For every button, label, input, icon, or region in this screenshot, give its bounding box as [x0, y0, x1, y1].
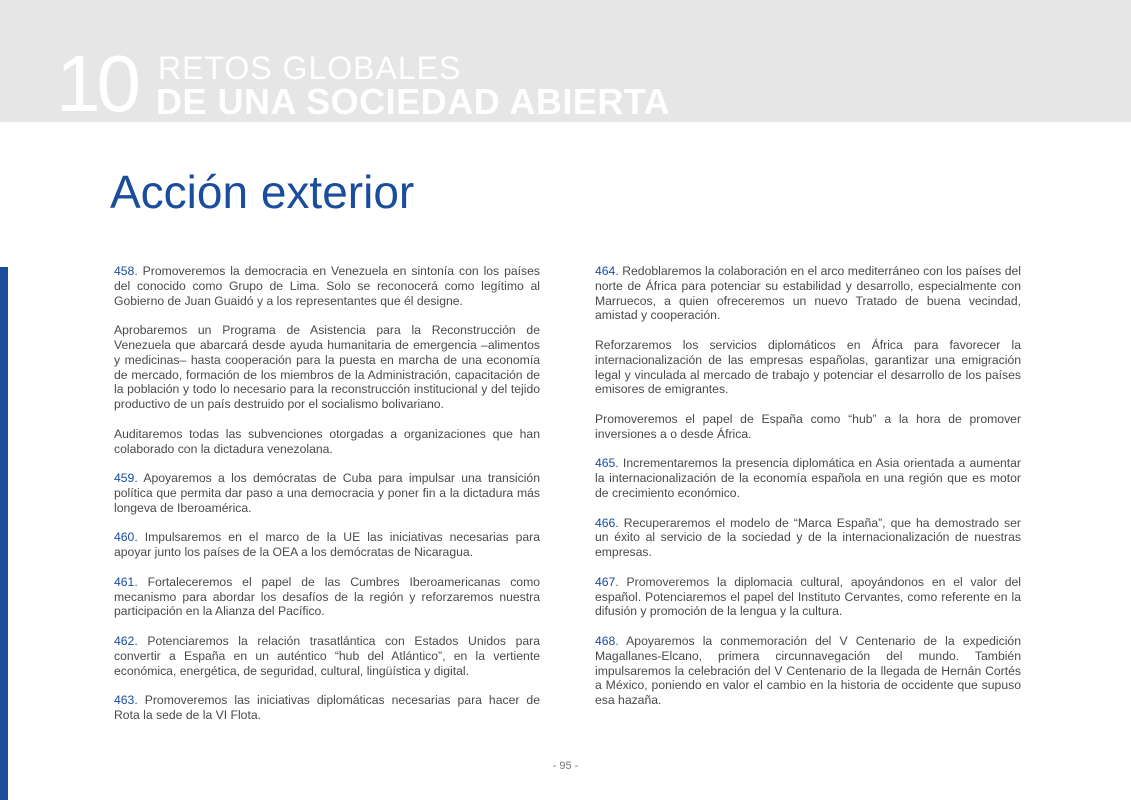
- header-banner: [0, 0, 1131, 122]
- item-number: 463.: [114, 693, 138, 708]
- item-number: 459.: [114, 471, 138, 486]
- paragraph: [595, 264, 1021, 323]
- paragraph-text: Aprobaremos un Programa de Asistencia para la Reconstrucción de Venezuela que abarcará desde ayuda humanitaria de emergencia –alimentos y medicinas– hasta cooperación para la puesta en marcha de una economía de mercado, formación de los miembros de la Administración, capacitación de la población y todo lo necesario para la reconstrucción institucional y del tejido productivo de un país destruido por el socialismo bolivariano.: [114, 323, 540, 412]
- item-number: 461.: [114, 574, 138, 589]
- paragraph: [595, 575, 1021, 619]
- paragraph-text: Redoblaremos la colaboración en el arco mediterráneo con los países del norte de África para potenciar su estabilidad y desarrollo, especialmente con Marruecos, a quien ofreceremos un nuevo Tratado de buena vecindad, amistad y cooperación.: [595, 264, 1021, 323]
- paragraph: [595, 456, 1021, 500]
- paragraph-text: Apoyaremos a los demócratas de Cuba para impulsar una transición política que permita dar paso a una democracia y poner fin a la dictadura más longeva de Iberoamérica.: [114, 471, 540, 515]
- paragraph-text: Recuperaremos el modelo de “Marca España”, que ha demostrado ser un éxito al servicio de la sociedad y de la internacionalización de nuestras empresas.: [595, 515, 1021, 560]
- left-column: [114, 264, 540, 738]
- paragraph: [114, 427, 540, 457]
- banner-title-line2: DE UNA SOCIEDAD ABIERTA: [156, 81, 671, 122]
- paragraph: [114, 323, 540, 412]
- item-number: 462.: [114, 633, 138, 648]
- paragraph: [114, 264, 540, 308]
- paragraph-text: Potenciaremos la relación trasatlántica con Estados Unidos para convertir a España en un auténtico “hub del Atlántico”, en la vertiente económica, energética, de seguridad, cultural, lingüística y digital.: [114, 633, 540, 678]
- right-column: [595, 264, 1021, 723]
- paragraph: [114, 575, 540, 619]
- item-number: 458.: [114, 264, 138, 278]
- paragraph: [114, 693, 540, 723]
- paragraph-text: Reforzaremos los servicios diplomáticos en África para favorecer la internacionalización de las empresas españolas, garantizar una emigración legal y vinculada al mercado de trabajo y potenciar el desarrollo de los países emisores de emigrantes.: [595, 337, 1021, 397]
- item-number: 460.: [114, 530, 138, 545]
- item-number: 466.: [595, 515, 619, 530]
- paragraph: [595, 634, 1021, 708]
- paragraph-text: Incrementaremos la presencia diplomática en Asia orientada a aumentar la internacionalización de la economía española en una región que es motor de crecimiento económico.: [595, 456, 1021, 500]
- paragraph-text: Promoveremos la diplomacia cultural, apoyándonos en el valor del español. Potenciaremos el papel del Instituto Cervantes, como referente en la difusión y promoción de la lengua y la cultura.: [595, 574, 1021, 619]
- item-number: 464.: [595, 264, 619, 278]
- side-accent-bar: [0, 267, 8, 800]
- paragraph-text: Promoveremos la democracia en Venezuela en sintonía con los países del conocido como Grupo de Lima. Solo se reconocerá como legítimo al Gobierno de Juan Guaidó y a los representantes que él designe.: [114, 264, 540, 308]
- page-number: - 95 -: [552, 760, 579, 772]
- paragraph: [114, 471, 540, 515]
- paragraph: [114, 530, 540, 560]
- paragraph-text: Promoveremos el papel de España como “hub” a la hora de promover inversiones a o desde África.: [595, 411, 1021, 441]
- paragraph-text: Impulsaremos en el marco de la UE las iniciativas necesarias para apoyar junto los países de la OEA a los demócratas de Nicaragua.: [114, 530, 540, 560]
- paragraph-text: Fortaleceremos el papel de las Cumbres Iberoamericanas como mecanismo para abordar los desafíos de la región y reforzaremos nuestra participación en la Alianza del Pacífico.: [114, 574, 540, 619]
- item-number: 467.: [595, 574, 619, 589]
- banner-title-line1: RETOS GLOBALES: [158, 50, 462, 86]
- paragraph: [595, 516, 1021, 560]
- section-title: Acción exterior: [110, 166, 415, 218]
- paragraph: [114, 634, 540, 678]
- paragraph: [595, 338, 1021, 397]
- paragraph: [595, 412, 1021, 442]
- banner-number: 10: [56, 39, 137, 122]
- paragraph-text: Apoyaremos la conmemoración del V Centenario de la expedición Magallanes-Elcano, primera circunnavegación del mundo. También impulsaremos la celebración del V Centenario de la llegada de Hernán Cortés a México, poniendo en valor el cambio en la historia de occidente que supuso esa hazaña.: [595, 633, 1021, 708]
- paragraph-text: Promoveremos las iniciativas diplomáticas necesarias para hacer de Rota la sede de la VI Flota.: [114, 693, 540, 722]
- item-number: 465.: [595, 456, 619, 471]
- item-number: 468.: [595, 633, 619, 648]
- paragraph-text: Auditaremos todas las subvenciones otorgadas a organizaciones que han colaborado con la dictadura venezolana.: [114, 426, 540, 456]
